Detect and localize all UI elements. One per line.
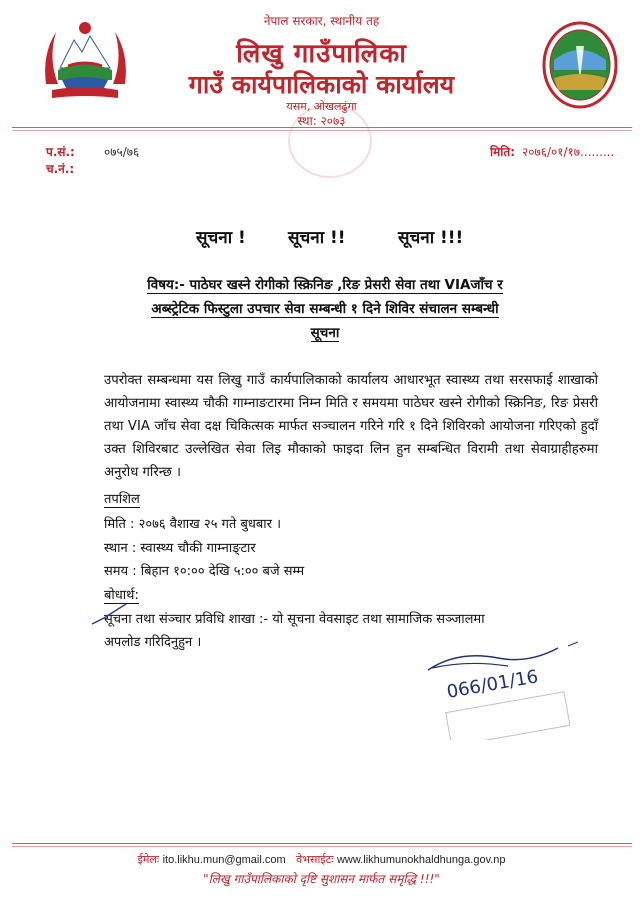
municipality-name: लिखु गाउँपालिका (236, 39, 407, 69)
office-name: गाउँ कार्यपालिकाको कार्यालय (188, 70, 455, 99)
date-label: मिति: (490, 145, 516, 159)
signature (418, 640, 598, 740)
cha-na-label: च.नं.: (46, 162, 75, 176)
footer-divider (12, 843, 632, 844)
cc-line-2: अपलोड गरिदिनुहुन । (104, 635, 202, 650)
notice-heading-2: सूचना !! (288, 228, 346, 248)
details-heading: तपशिल (104, 492, 140, 507)
footer-divider-secondary (12, 846, 632, 847)
email-link[interactable]: ito.likhu.mun@gmail.com (162, 854, 286, 866)
info-heading: बोधार्थ: (104, 588, 139, 603)
office-location: यसम, ओखलढुंगा (286, 100, 357, 113)
pa-sa-label: प.सं.: (46, 145, 75, 159)
footer-slogan: "लिखु गाउँपालिकाको दृष्टि सुशासन मार्फत समृद्धि !!!" (203, 872, 440, 886)
check-mark (90, 600, 130, 630)
notice-heading-1: सूचना ! (196, 228, 246, 248)
date-value: २०७६/०१/१७......... (522, 145, 615, 159)
pa-sa-value: ०७५/७६ (104, 145, 140, 159)
subject-line-2: अब्स्ट्रेटिक फिस्टुला उपचार सेवा सम्बन्धी १ दिने शिविर संचालन सम्बन्धी (151, 301, 499, 317)
email-label: ईमेलः (137, 853, 160, 866)
detail-time: समय : बिहान १०:०० देखि ५:०० बजे सम्म (104, 564, 305, 579)
header-divider-secondary (12, 130, 632, 131)
subject-line-3: सूचना (310, 325, 340, 341)
office-stamp-faint (288, 104, 372, 178)
detail-date: मिति : २०७६ वैशाख २५ गते बुधबार । (104, 517, 282, 532)
body-paragraph: उपरोक्त सम्बन्धमा यस लिखु गाउँ कार्यपालिकाको कार्यालय आधारभूत स्वास्थ्य तथा सरसफाई शाखाको आयोजनामा स्वास्थ्य चौकी गाम्नाङटारमा निम्न मिति र समयमा पाठेघर खस्ने रोगीको स्क्रिनिङ, रिङ प्रेसरी तथा VIA जाँच सेवा दक्ष चिकित्सक मार्फत सञ्चालन गरिने गरि १ दिने शिविरको आयोजना गरिएको हुदाँ उक्त शिविरबाट उल्लेखित सेवा लिइ मौकाको फाइदा लिन हुन सम्बन्धित विरामी तथा सेवाग्राहीहरुमा अनुरोध गरिन्छ । (104, 373, 598, 480)
footer-contact (0, 852, 643, 867)
website-label: वेभसाईटः (296, 853, 334, 866)
notice-heading-3: सूचना !!! (398, 228, 464, 248)
signature-date: 066/01/16 (445, 666, 540, 703)
website-link[interactable]: www.likhumunokhaldhunga.gov.np (336, 854, 506, 866)
detail-place: स्थान : स्वास्थ्य चौकी गाम्नाङ्टार (104, 541, 256, 556)
subject-line-1: विषय:- पाठेघर खस्ने रोगीको स्क्रिनिङ ,रिङ प्रेसरी सेवा तथा VIAजाँच र (147, 277, 503, 293)
cc-line-1: सूचना तथा संञ्चार प्रविधि शाखा :- यो सूचना वेवसाइट तथा सामाजिक सञ्जालमा (104, 612, 485, 627)
government-text: नेपाल सरकार, स्थानीय तह (263, 14, 380, 28)
header-divider (12, 127, 632, 128)
established-year: स्था: २०७३ (297, 114, 346, 128)
